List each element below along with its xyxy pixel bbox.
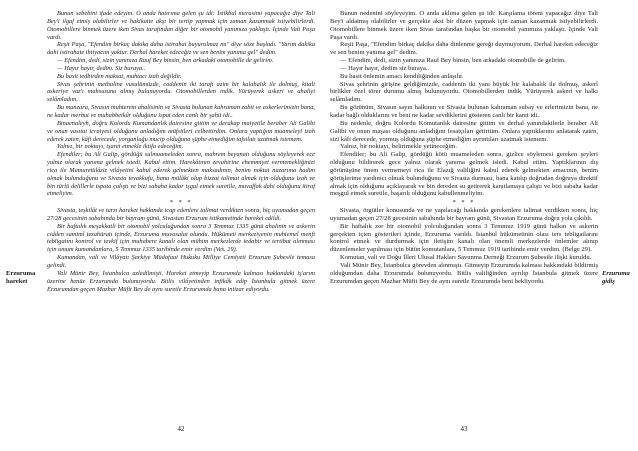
paragraph: — Hayır hayır, dedim. Siz buraya.. — [57, 64, 146, 72]
paragraph: Yalnız, bir noktayı, işaret etmekle iktifa edeceğim. — [57, 143, 184, 151]
paragraph: — Hayır hayır, dedim siz buraya.. — [340, 64, 430, 72]
right-page — [330, 10, 598, 286]
paragraph: Kumandan, vali ve Vilâyatı Şarkiye Müdafaai Hukuku Milliye Cemiyeti Erzurum Şubesile temasa gelindi. — [47, 254, 315, 269]
page-number-left: 42 — [177, 425, 185, 433]
section-separator: * * * — [169, 199, 193, 207]
paragraph: Reşit Paşa, "Efendim birkaç dakika daha istirahat buyurulmaz mı" diye söze başladı. "Yarım dakika dahi istirahate ihtiyacım yoktur. Derhal hareket edeceğiz ve sen benim yanıma gel" dedim. — [47, 41, 315, 57]
paragraph: Bu basit önlemin amacı kendiliğinden anlaşılır. — [340, 72, 464, 80]
paragraph: Sivasta, örgütler konusunda ve ne yapılacağı hakkında gerekenlere talimat verdikten sonra, hiç uyumadan geçen 27/28 gecesinin sabahında bir bayram günü, Sivastan Erzuruma doğru yola çıkıldı. — [330, 207, 598, 222]
paragraph: Bir haftalık zor bir otomobil yolculuğundan sonra 3 Temmuz 1919 günü halkın ve askerin gerçekten içten gösterileri içinde, Erzuruma varıldı. İstanbul hükümetinin olası ters tebligatlarını kontrol etmek ve durdurmak için iletişim kanalı olan önemli merkezlerde önlemler alınıp düzenlemeler yapılması için bütün komutanlara, 5 Temmuz 1919 tarihinde emir verdim. (Belge 29). — [330, 222, 598, 254]
paragraph: Komutan, vali ve Doğu İlleri Ulusal Hakları Savunma Derneği Erzurum Şubesile ilişki kuruldu. — [340, 254, 592, 262]
paragraph: — Efendim, dedi, sizin yanınıza Rauf Bey binsin, ben arkadaki otomobille de gelirim. — [57, 57, 274, 65]
paragraph: Bu görünüm, Sivasın sayın halkının ve Sivasta bulunan kahraman subay ve erlerimizin bana, ne kadar bağlı olduklarını ve beni ne kadar sevdiklerini gösteren canlı bir kanıt idi.. — [330, 104, 598, 119]
paragraph: Bu manzara, Sivasın muhterem ahalisinin ve Sivasta bulunan kahraman zabit ve askerlerimizin bana, ne kadar merbut ve muhabbetkâr olduğunu ispat eden canlı bir şahit idi.. — [47, 104, 315, 119]
page-number-right: 43 — [460, 425, 468, 433]
paragraph: Bu basit tedbirden maksat, muhtacı izah değildir. — [57, 72, 182, 80]
section-separator: * * * — [452, 199, 476, 207]
left-page — [47, 10, 315, 293]
paragraph: Bir haftalık meşakkatli bir otomobil yolculuğundan sonra 3 Temmuz 1335 günü ahalinin ve askerin cidden samimî tezahüratı içinde, Erzuruma muvasalat olundu. Hükümeti merkeziyenin muhtemel menfi tebligatını kontrol ve tevkif için muhabere kanalı olan mühim merkezlerde tedabir ve tertibat alınması için umum kumandanlara, 5 Temmuz 1335 tarihinde emir verdim (Ves. 29). — [47, 222, 315, 254]
margin-note-right: Erzuruma gidiş — [602, 270, 630, 285]
paragraph: Bu nedenle, doğru Kolordu Komutanlık dairesine gittim ve derhal yanındakilerle beraber Ali Galibi ve onun maşası olduğunu anladığım fesatçıları getirttim. Onlara yaptıklarımı anlatarak zaten, sizi kâfi derecede, yormuş olduğuna şüphe etmediğim ayrıntıları uzatmak istemem. — [330, 119, 598, 143]
paragraph: Sivas şehrinin methaline vusulümüzde, caddenin iki tarafı azim bir kalabalık ile dolmuş, kitali askeriye vaz'ı mahsusunu almış bulunuyordu. Otomobillerden indik. Yürüyerek askeri ve ahaliyi selâmladım. — [47, 80, 315, 104]
margin-note-left: Erzuruma hareket — [6, 270, 36, 285]
paragraph: Reşit Paşa, "Efendim birkaç dakika daha dinlenme gereği duymuyorum. Derhal hareket edeceğiz ve sen benim yanıma gel" dedim. — [330, 41, 598, 57]
paragraph: Sivasta, teşkilât ve tarzı hareket hakkında icap edenlere talimat verdikten sonra, hiç uyumadan geçen 27/28 gecesinin sabahında bir bayram günü, Sivastan Erzurum istikametinde hareket edildi. — [47, 207, 315, 222]
paragraph: Bunun sebebini ifade edeyim. O anda hatırıma gelen şu idi: İstikbal merasimi yapacağız diye Tali Bey'i ilgaf etmiş olabilirler ve hakikatte akşı bir tertip yapmak için zaman kazanmak istiyebilirlerdi. Otomobillere binmek üzere iken Sivas tarafından diğer bir otomobil yanımıza yaklaştı. İçinde Vali Paşa vardı. — [47, 10, 315, 41]
paragraph: Efendiler; bu Ali Galip, gördüğü kötü muameleden sonra, gizlice söylemesi gereken şeyleri olduğunu bildirerek gece yalnız olarak yanıma gelmek istedi. Kabul ettim. Yaptıklarının dış görünüşüne önem vermemeyi rica ile Elazığ valiliğini kabul ederek gelmekten amacının, benim görüşlerime yardımcı olmak bulunduğunu ve Sivasta durması, bana katılıp doğrudan doğruya direktif almak için olduğunu açıklayarak ve bin dereden su getirerek kanıtlamaya çalıştı ve bizi sabaha kadar meşgul etmek suretile, başarılı olduğunu kabullenmeliyim. — [330, 151, 598, 198]
paragraph: Bunun nedenini söyleyeyim. O anda aklıma gelen şu idi: Karşılama töreni yapacağız diye Tali Bey'i aldatmış olabilirler ve gerçekte aksi bir düzen yapmak için zaman kazanmak istiyebilirlerdi. Otomobillere binmek üzere iken Sivas tarafından başka bir otomobil yanımıza yaklaştı. İçinde Vali Paşa vardı. — [330, 10, 598, 41]
paragraph: Efendiler; bu Ali Galip, gördüğü sulmuameleden sonra, mahrem beyanatı olduğunu söyleyerek ece yalnız olarak yanıma gelmek istedi. Kabul ettim. Harekâtının zevahirine ehemmiyet vermemekliğinizi rica ile Mamuretülâziz vilâyetini kabul ederek gelmekten maksadının, benim noktai nazarıma hadim olmak bulunduğunu ve Sivasta tevakkufu, bana mülâki olup bizzat talimat almak için olduğunu izah ve bin türlü delillerle ispata çalıştı ve bizi sabaha kadar işgal etmek suretile, muvaffak dahi olduğunu itiraf etmeliyim. — [47, 151, 315, 198]
paragraph: Yalnız, bir noktayı, belirtmekle yetineceğim. — [340, 143, 457, 151]
paragraph: Sivas şehrinin girişine geldiğimizde, caddenin iki yanı büyük bir kalabalık ile dolmuş, askerî birlikler özel törer durumu almış bulunuyordu. Otomobillerden indik. Yürüyerek askeri ve halkı selâmladım. — [330, 80, 598, 104]
paragraph: Vali Münir Bey, İstanbulca azledilmişti. Hareket etmeyip Erzurumda kalması hakkındaki iş'arım üzerine henüz Erzurumda bulunuyordu. Bitlis vilâyetinden infikâk edip İstanbula gitmek üzere Erzurumdan geçen Mazhar Müfit Bey de aynı suretle Erzurumda bana intizar ediyordu. — [47, 269, 315, 293]
paragraph: Vali Münir Bey, İstanbulca görevden alınmıştı. Gitmeyip Erzurumda kalması hakkındaki bildirmiş olduğumdan daha Erzurumda bulunuyordu. Bitlis valiliğinden ayrılıp İstanbula gitmek üzere Erzurumdan geçen Mazhar Müfit Bey de aynı suretle Erzurumda beni bekliyordu. — [330, 262, 598, 285]
paragraph: — Efendim, dedi, sizin yanınıza Rauf Bey binsin, ben arkadaki otomobille de gelirim. — [340, 57, 566, 65]
paragraph: Binaenaleyh, doğru Kolordu Kumandanlık dairesine gittim ve derakap maiyetile beraber Ali Galibi ve onun vasıtai icraiyesi olduğunu anladığım müfsitleri celbettirdim. Onlara yaptığım muameleyi izah ederek zaten, kâfi derecede, yorgunluğu mucip olduğuna şüphe etmediğim tafsilatı uzatmak istemem. — [47, 119, 315, 143]
